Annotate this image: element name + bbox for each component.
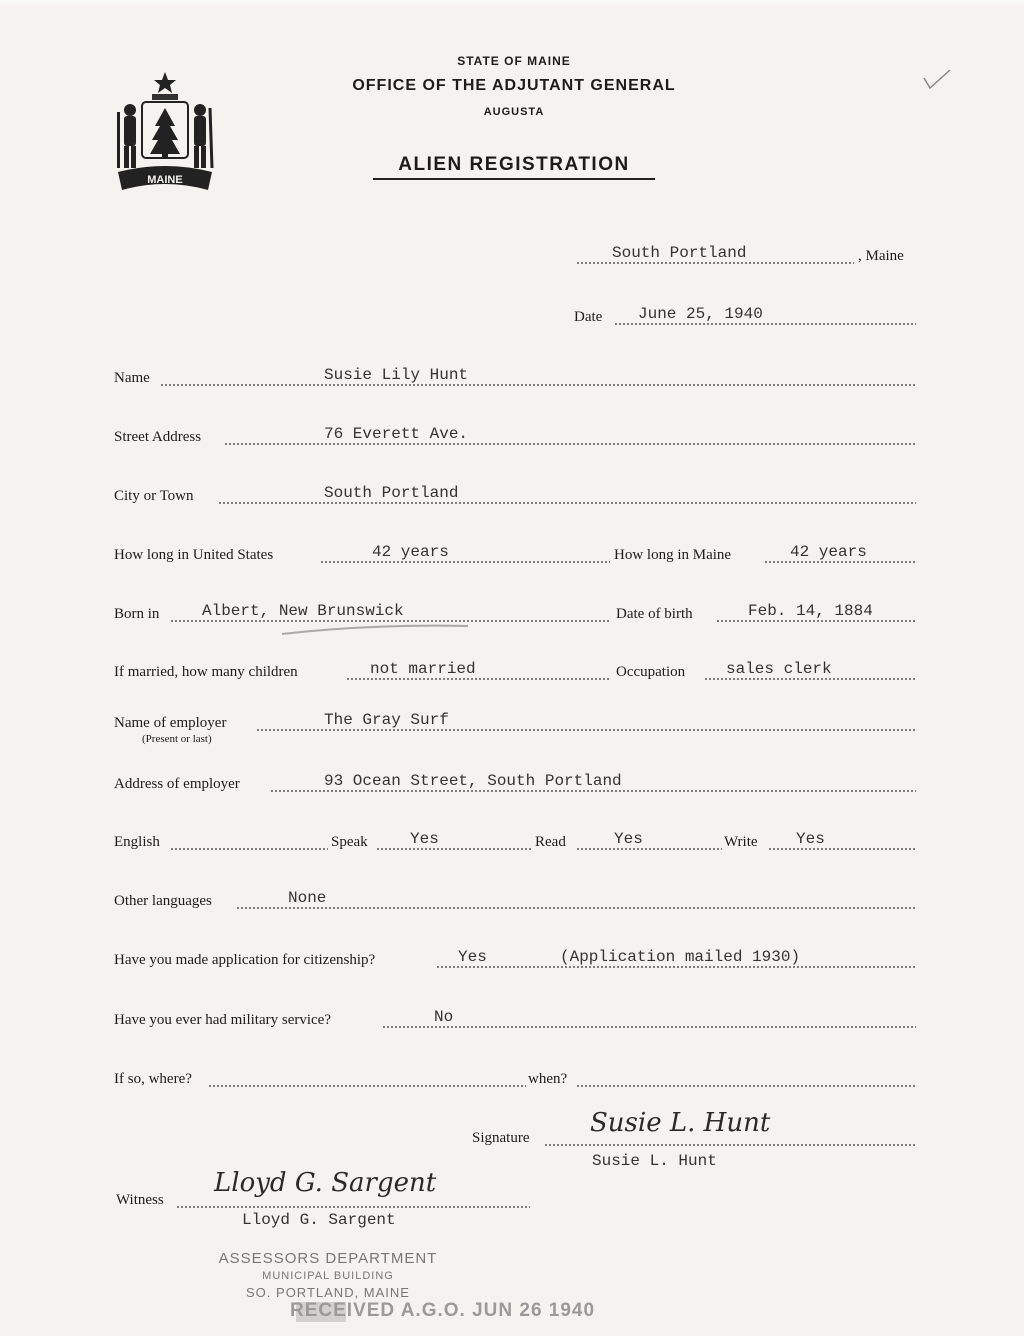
- speak-label: Speak: [331, 834, 368, 850]
- name-dots: [160, 384, 916, 386]
- when-label: when?: [528, 1071, 568, 1087]
- date-row: [574, 305, 918, 329]
- write-value: Yes: [796, 830, 825, 848]
- military-row: [114, 1008, 918, 1032]
- dob-label: Date of birth: [616, 606, 693, 622]
- employer-address-label: Address of employer: [114, 776, 240, 792]
- signature-label: Signature: [472, 1130, 530, 1146]
- english-dots: [170, 848, 328, 850]
- stamp-department: ASSESSORS DEPARTMENT: [218, 1250, 438, 1267]
- military-dots: [382, 1026, 916, 1028]
- write-dots: [768, 848, 916, 850]
- employer-note: (Present or last): [142, 733, 212, 745]
- birth-row: [114, 602, 918, 626]
- maine-time-label: How long in Maine: [614, 547, 732, 563]
- other-languages-value: None: [288, 889, 327, 907]
- name-label: Name: [114, 370, 150, 386]
- military-label: Have you ever had military service?: [114, 1012, 331, 1028]
- maine-time-dots: [764, 561, 916, 563]
- location-row: [576, 244, 916, 268]
- where-dots: [208, 1085, 526, 1087]
- date-label: Date: [574, 309, 603, 325]
- when-dots: [576, 1085, 916, 1087]
- form-title: ALIEN REGISTRATION: [398, 154, 630, 175]
- street-row: [114, 425, 918, 449]
- street-label: Street Address: [114, 429, 202, 445]
- city-label: City or Town: [114, 488, 194, 504]
- date-dots: [614, 323, 916, 325]
- witness-typed: Lloyd G. Sargent: [242, 1211, 396, 1229]
- employer-label: Name of employer: [114, 715, 227, 731]
- us-time-dots: [320, 561, 610, 563]
- street-value: 76 Everett Ave.: [324, 425, 469, 443]
- military-value: No: [434, 1008, 454, 1026]
- where-row: [114, 1071, 918, 1091]
- citizenship-row: [114, 948, 918, 972]
- read-dots: [576, 848, 722, 850]
- seal-label: MAINE: [147, 174, 183, 186]
- signature-dots: [544, 1144, 916, 1146]
- signature-handwritten: Susie L. Hunt: [590, 1108, 771, 1138]
- city-row: [114, 484, 918, 508]
- english-row: [114, 830, 918, 854]
- stamp-building: MUNICIPAL BUILDING: [262, 1270, 394, 1282]
- other-languages-label: Other languages: [114, 893, 212, 909]
- us-time-label: How long in United States: [114, 547, 274, 563]
- speak-value: Yes: [410, 830, 439, 848]
- children-label: If married, how many children: [114, 664, 298, 680]
- witness-label: Witness: [116, 1192, 164, 1208]
- city-dots: [218, 502, 916, 504]
- witness-handwritten: Lloyd G. Sargent: [214, 1168, 437, 1198]
- pencil-stroke-mark: [280, 618, 470, 638]
- employer-dots: [256, 729, 916, 731]
- employer-value: The Gray Surf: [324, 711, 449, 729]
- read-value: Yes: [614, 830, 643, 848]
- dob-dots: [716, 620, 916, 622]
- employer-address-dots: [270, 790, 916, 792]
- other-languages-dots: [236, 907, 916, 909]
- date-value: June 25, 1940: [638, 305, 763, 323]
- citizenship-note: (Application mailed 1930): [560, 948, 801, 966]
- received-stamp: RECEIVED A.G.O. JUN 26 1940: [290, 1300, 596, 1321]
- children-value: not married: [370, 660, 476, 678]
- maine-time-value: 42 years: [790, 543, 867, 561]
- occupation-value: sales clerk: [726, 660, 832, 678]
- street-dots: [224, 443, 916, 445]
- title-underline: [373, 178, 655, 180]
- residence-row: [114, 543, 918, 567]
- stamp-city: SO. PORTLAND, MAINE: [246, 1285, 410, 1300]
- location-suffix: , Maine: [858, 248, 904, 264]
- employer-row: [114, 711, 918, 735]
- citizenship-dots: [436, 966, 916, 968]
- employer-address-row: [114, 772, 918, 796]
- signature-typed: Susie L. Hunt: [592, 1152, 717, 1170]
- english-label: English: [114, 834, 160, 850]
- born-value: Albert, New Brunswick: [202, 602, 404, 620]
- dob-value: Feb. 14, 1884: [748, 602, 873, 620]
- occupation-label: Occupation: [616, 664, 686, 680]
- family-row: [114, 660, 918, 684]
- other-languages-row: [114, 889, 918, 913]
- location-dots: [576, 262, 854, 264]
- name-value: Susie Lily Hunt: [324, 366, 469, 384]
- city-value: South Portland: [324, 484, 459, 502]
- speak-dots: [376, 848, 532, 850]
- name-row: [114, 366, 918, 390]
- born-label: Born in: [114, 606, 160, 622]
- write-label: Write: [724, 834, 758, 850]
- header-state: STATE OF MAINE: [457, 54, 571, 68]
- read-label: Read: [535, 834, 566, 850]
- scan-edge: [0, 0, 1024, 8]
- children-dots: [346, 678, 610, 680]
- header-city: AUGUSTA: [483, 106, 545, 118]
- location-value: South Portland: [612, 244, 747, 262]
- where-label: If so, where?: [114, 1071, 192, 1087]
- employer-address-value: 93 Ocean Street, South Portland: [324, 772, 622, 790]
- occupation-dots: [704, 678, 916, 680]
- citizenship-label: Have you made application for citizenship?: [114, 952, 376, 968]
- header-office: OFFICE OF THE ADJUTANT GENERAL: [352, 77, 676, 94]
- citizenship-value: Yes: [458, 948, 487, 966]
- witness-dots: [176, 1206, 530, 1208]
- us-time-value: 42 years: [372, 543, 449, 561]
